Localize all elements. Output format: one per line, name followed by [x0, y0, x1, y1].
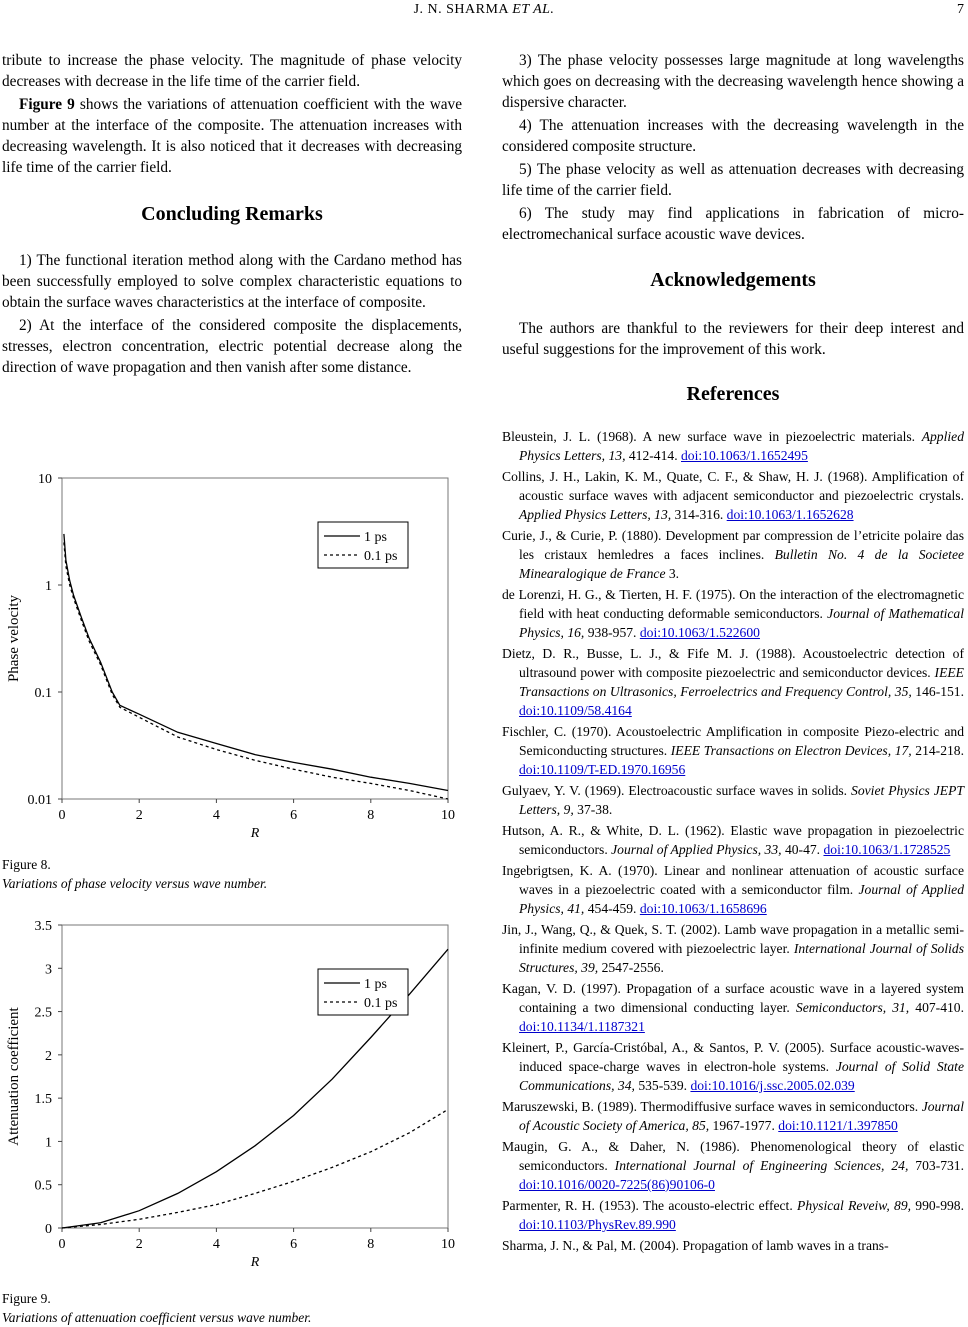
y-tick-label: 2.5: [34, 1005, 52, 1021]
page-header: [0, 0, 968, 22]
x-tick-label: 2: [135, 1237, 143, 1252]
reference-journal: Journal of Solid State Communications, 34,: [519, 1059, 964, 1093]
y-tick-label: 0.01: [27, 793, 52, 808]
reference-list: [502, 427, 964, 1255]
reference-journal: Applied Physics Letters, 13,: [519, 507, 672, 522]
acknowledgement-text: The authors are thankful to the reviewers for their deep interest and useful suggestions for the improvement of this work.: [502, 320, 964, 358]
reference-journal: IEEE Transactions on Electron Devices, 17,: [670, 743, 912, 758]
reference-pages: 314-316.: [671, 507, 727, 522]
reference-pages: 703-731.: [908, 1158, 965, 1173]
reference-journal: Soviet Physics JEPT Letters, 9,: [519, 783, 964, 817]
reference-text: Ingebrigtsen, K. A. (1970). Linear and nonlinear attenuation of acoustic surface waves in a piezoelectric coated with a semiconductor film.: [502, 863, 964, 897]
y-tick-label: 0: [45, 1222, 52, 1237]
reference-doi-link[interactable]: doi:10.1063/1.522600: [639, 625, 760, 640]
figure-caption-text: Variations of attenuation coefficient versus wave number.: [2, 1310, 312, 1325]
reference-doi-link[interactable]: doi:10.1109/58.4164: [519, 703, 632, 718]
reference-item: [502, 920, 964, 977]
remark-4: 4) The attenuation increases with the decreasing wavelength in the considered composite structure.: [502, 117, 964, 155]
reference-pages: 2547-2556.: [598, 960, 664, 975]
y-tick-label: 3: [45, 962, 52, 978]
figure-9-chart: [0, 908, 470, 1286]
reference-pages: 40-47.: [781, 842, 824, 857]
figure-8-caption: [2, 855, 462, 893]
x-tick-label: 4: [212, 1237, 220, 1252]
x-tick-label: 8: [367, 1237, 375, 1252]
section-heading-references: References: [686, 383, 780, 405]
series-line: [62, 1109, 448, 1228]
reference-pages: 938-957.: [584, 625, 640, 640]
x-tick-label: 2: [135, 808, 143, 823]
reference-pages: 407-410.: [909, 1000, 964, 1015]
y-axis-label: Attenuation coefficient: [6, 1007, 22, 1146]
reference-journal: Journal of Acoustic Society of America, 85,: [519, 1099, 964, 1133]
reference-doi-link[interactable]: doi:10.1109/T-ED.1970.16956: [519, 762, 686, 777]
reference-item: [502, 861, 964, 918]
y-axis-label: Phase velocity: [6, 594, 22, 683]
reference-text: Hutson, A. R., & White, D. L. (1962). Elastic wave propagation in piezoelectric semiconductors.: [502, 823, 964, 857]
reference-doi-link[interactable]: doi:10.1103/PhysRev.89.990: [519, 1217, 676, 1232]
legend-label: 0.1 ps: [364, 549, 398, 564]
y-tick-label: 1: [45, 1135, 52, 1151]
reference-journal: Bulletin No. 4 de la Societee Minearalogique de France: [519, 547, 965, 581]
reference-pages: 146-151.: [911, 684, 965, 699]
reference-text: Maruszewski, B. (1989). Thermodiffusive surface waves in semiconductors.: [502, 1099, 922, 1114]
figure-label: Figure 9.: [2, 1291, 51, 1306]
reference-text: Dietz, D. R., Busse, L. J., & Fife M. J. (1988). Acoustoelectric detection of ultrasound power with composite piezoelectric and semiconductor devices.: [502, 646, 964, 680]
reference-journal: Journal of Applied Physics, 33,: [611, 842, 782, 857]
reference-pages: 214-218.: [911, 743, 964, 758]
y-tick-label: 1: [45, 579, 52, 594]
reference-item: [502, 427, 964, 465]
section-heading-concluding: Concluding Remarks: [141, 203, 323, 225]
reference-item: [502, 1196, 964, 1234]
reference-text: Curie, J., & Curie, P. (1880). Development par compression de l’etricite polaire das les cristaux hemledres a faces inclines.: [502, 528, 964, 562]
reference-text: Bleustein, J. L. (1968). A new surface wave in piezoelectric materials.: [502, 429, 922, 444]
page-number: 7: [957, 2, 964, 17]
series-line: [64, 534, 448, 791]
running-title: J. N. SHARMA ET AL.: [413, 2, 555, 17]
reference-text: de Lorenzi, H. G., & Tierten, H. F. (1975). On the interaction of the electromagnetic field with heat conducting deformable semiconductors.: [502, 587, 964, 621]
reference-item: [502, 1097, 964, 1135]
reference-pages: 412-414.: [625, 448, 681, 463]
x-tick-label: 6: [290, 808, 298, 823]
reference-journal: International Journal of Engineering Sciences, 24,: [614, 1158, 909, 1173]
figure-label: Figure 8.: [2, 857, 51, 872]
reference-item: [502, 781, 964, 819]
y-tick-label: 0.5: [34, 1178, 52, 1194]
reference-text: Kagan, V. D. (1997). Propagation of a surface acoustic wave in a layered system containing a two dimensional conducting layer.: [502, 981, 964, 1015]
reference-journal: International Journal of Solids Structures, 39,: [519, 941, 964, 975]
figure-9-caption: [2, 1289, 462, 1327]
remark-2: 2) At the interface of the considered composite the displacements, stresses, electron concentration, electric potential decrease along the direction of wave propagation and then vanish after some distance.: [2, 317, 462, 376]
reference-journal: Physical Reveiw, 89,: [797, 1198, 912, 1213]
reference-item: [502, 644, 964, 720]
y-tick-label: 10: [38, 472, 52, 487]
x-tick-label: 4: [212, 808, 220, 823]
left-column: [2, 50, 462, 378]
reference-item: [502, 979, 964, 1036]
reference-text: Parmenter, R. H. (1953). The acousto-electric effect.: [502, 1198, 798, 1213]
reference-item: [502, 1038, 964, 1095]
reference-item: [502, 526, 964, 583]
reference-item: [502, 1236, 964, 1255]
reference-journal: Journal of Mathematical Physics, 16,: [519, 606, 964, 640]
reference-journal: Semiconductors, 31,: [795, 1000, 910, 1015]
paragraph-text: shows the variations of attenuation coefficient with the wave number at the interface of the composite. The attenuation increases with decreasing wavelength. It is also noticed that it decreases with decreasing life time of the carrier field.: [2, 96, 462, 176]
reference-doi-link[interactable]: doi:10.1063/1.1658696: [639, 901, 767, 916]
x-tick-label: 8: [367, 808, 375, 823]
right-column: [502, 50, 964, 1257]
reference-text: Sharma, J. N., & Pal, M. (2004). Propagation of lamb waves in a trans-: [502, 1238, 889, 1253]
reference-pages: 1967-1977.: [709, 1118, 779, 1133]
remark-5: 5) The phase velocity as well as attenuation decreases with decreasing life time of the carrier field.: [502, 161, 964, 199]
reference-item: [502, 722, 964, 779]
legend-label: 1 ps: [364, 977, 387, 992]
reference-doi-link[interactable]: doi:10.1016/0020-7225(86)90106-0: [519, 1177, 715, 1192]
y-tick-label: 1.5: [34, 1092, 52, 1108]
remark-1: 1) The functional iteration method along with the Cardano method has been successfully employed to solve complex characteristic equations to obtain the surface waves characteristics at the interface of composite.: [2, 252, 462, 311]
x-tick-label: 0: [58, 1237, 66, 1252]
reference-doi-link[interactable]: doi:10.1063/1.1728525: [823, 842, 951, 857]
reference-journal: IEEE Transactions on Ultrasonics, Ferroelectrics and Frequency Control, 35,: [519, 665, 964, 699]
reference-doi-link[interactable]: doi:10.1063/1.1652628: [726, 507, 854, 522]
reference-pages: 37-38.: [573, 802, 613, 817]
figure-ref: Figure 9: [19, 96, 75, 113]
figure-caption-text: Variations of phase velocity versus wave number.: [2, 876, 268, 891]
section-heading-acknowledgements: Acknowledgements: [650, 269, 816, 291]
legend-label: 0.1 ps: [364, 996, 398, 1011]
reference-doi-link[interactable]: doi:10.1134/1.1187321: [519, 1019, 645, 1034]
x-axis-label: R: [250, 826, 260, 841]
reference-pages: 454-459.: [584, 901, 640, 916]
y-tick-label: 2: [45, 1048, 52, 1064]
reference-pages: 535-539.: [634, 1078, 691, 1093]
y-tick-label: 3.5: [34, 919, 52, 934]
reference-pages: 990-998.: [911, 1198, 965, 1213]
figure9-paragraph: [2, 94, 462, 178]
reference-doi-link[interactable]: doi:10.1063/1.1652495: [681, 448, 808, 463]
x-tick-label: 0: [58, 808, 66, 823]
reference-item: [502, 467, 964, 524]
reference-text: Gulyaev, Y. V. (1969). Electroacoustic surface waves in solids.: [502, 783, 852, 798]
series-line: [64, 542, 448, 799]
reference-text: Jin, J., Wang, Q., & Quek, S. T. (2002). Lamb wave propagation in a metallic semi-infinite medium covered with piezoelectric layer.: [502, 922, 964, 956]
reference-journal: Applied Physics Letters, 13,: [519, 429, 964, 463]
reference-text: Collins, J. H., Lakin, K. M., Quate, C. F., & Shaw, H. J. (1968). Amplification of acoustic surface waves with adjacent semiconductor and piezoelectric crystals.: [502, 469, 964, 503]
reference-pages: 3.: [665, 566, 680, 581]
reference-item: [502, 1137, 964, 1194]
legend-label: 1 ps: [364, 530, 387, 545]
paragraph: tribute to increase the phase velocity. The magnitude of phase velocity decreases with decrease in the life time of the carrier field.: [2, 52, 462, 90]
reference-journal: Journal of Applied Physics, 41,: [519, 882, 964, 916]
reference-item: [502, 821, 964, 859]
reference-text: Maugin, G. A., & Daher, N. (1986). Phenomenological theory of elastic semiconductors.: [502, 1139, 964, 1173]
x-tick-label: 10: [441, 808, 455, 823]
x-axis-label: R: [250, 1255, 260, 1270]
reference-doi-link[interactable]: doi:10.1016/j.ssc.2005.02.039: [690, 1078, 855, 1093]
reference-text: Kleinert, P., García-Cristóbal, A., & Santos, P. V. (2005). Surface acoustic-waves-induced space-charge waves in electron-hole systems.: [502, 1040, 964, 1074]
figure-8-chart: [0, 462, 470, 847]
reference-text: Fischler, C. (1970). Acoustoelectric Amplification in composite Piezo-electric and Semiconducting structures.: [502, 724, 964, 758]
remark-6: 6) The study may find applications in fabrication of micro-electromechanical surface acoustic wave devices.: [502, 205, 964, 243]
remark-3: 3) The phase velocity possesses large magnitude at long wavelengths which goes on decreasing with the decreasing wavelength hence showing a dispersive character.: [502, 52, 964, 111]
y-tick-label: 0.1: [34, 686, 52, 701]
reference-item: [502, 585, 964, 642]
reference-doi-link[interactable]: doi:10.1121/1.397850: [778, 1118, 898, 1133]
x-tick-label: 10: [441, 1237, 455, 1252]
x-tick-label: 6: [290, 1237, 298, 1252]
